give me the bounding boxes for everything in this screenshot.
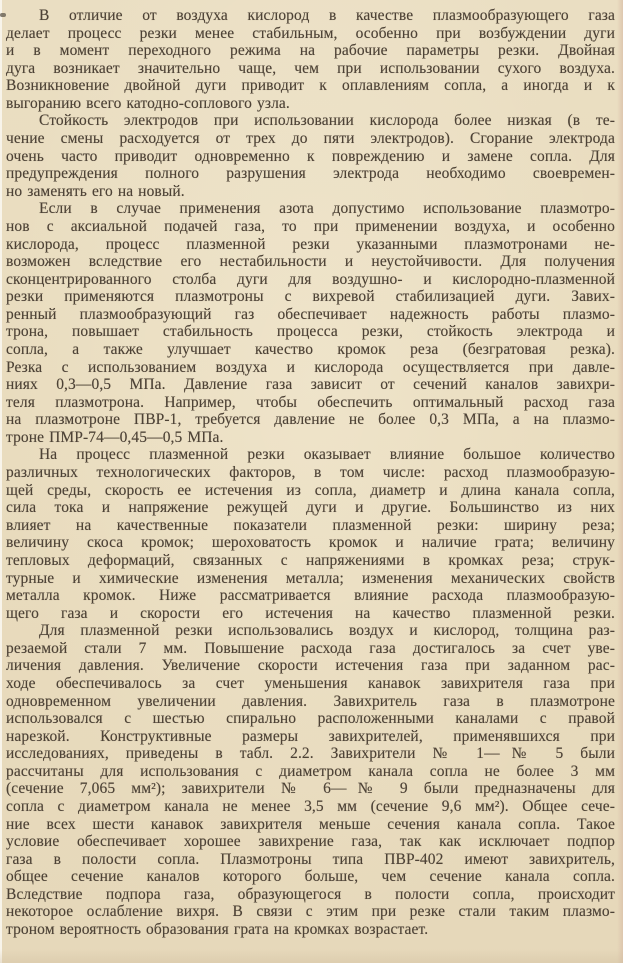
text-line: тепловых деформаций, связанных с напряжениями в кромках реза; струк- — [6, 551, 615, 569]
text-line: сопла, а также улучшает качество кромок реза (безгратовая резка). — [6, 340, 615, 358]
text-line: металла кромок. Ниже рассматривается влияние расхода плазмообразую- — [6, 587, 615, 605]
scan-edge-left — [0, 0, 2, 963]
scan-edge-bottom — [0, 949, 623, 963]
text-line: исследованиях, приведены в табл. 2.2. Завихрители № 1—№ 5 были — [6, 745, 615, 763]
text-line: предупреждения полного разрушения электрода необходимо своевремен- — [6, 165, 615, 183]
text-line: некоторое ослабление вихря. В связи с этим при резке стали таким плазмо- — [6, 903, 615, 921]
text-line: влияет на качественные показатели плазменной резки: ширину реза; — [6, 516, 615, 534]
text-line: Резка с использованием воздуха и кислорода осуществляется при давле- — [6, 358, 615, 376]
paragraph — [6, 200, 615, 446]
text-line: На процесс плазменной резки оказывает влияние большое количество — [39, 446, 615, 464]
text-line: рассчитаны для использования с диаметром канала сопла не более 3 мм — [6, 762, 615, 780]
text-line: Для плазменной резки использовались воздух и кислород, толщина раз- — [39, 622, 615, 640]
text-line: Вследствие подпора газа, образующегося в полости сопла, происходит — [6, 885, 615, 903]
text-line: возможен вследствие его нестабильности и неустойчивости. Для получения — [6, 253, 615, 271]
text-line: на плазмотроне ПВР-1, требуется давление не более 0,3 МПа, а на плазмо- — [6, 411, 615, 429]
text-line: и в момент переходного режима на рабочие параметры резки. Двойная — [6, 42, 615, 60]
text-line: щей среды, скорость ее истечения из сопла, диаметр и длина канала сопла, — [6, 481, 615, 499]
text-line: ниях 0,3—0,5 МПа. Давление газа зависит от сечений каналов завихри- — [6, 376, 615, 394]
text-line: турные и химические изменения металла; изменения механических свойств — [6, 569, 615, 587]
text-line: общее сечение каналов которого больше, чем сечение канала сопла. — [6, 868, 615, 886]
text-line: Стойкость электродов при использовании кислорода более низкая (в те- — [39, 112, 615, 130]
text-line: но заменять его на новый. — [6, 182, 185, 200]
paragraph — [6, 622, 615, 938]
text-line: выгоранию всего катодно-соплового узла. — [6, 94, 290, 112]
text-line: сконцентрированного столба дуги для воздушно- и кислородно-плазменной — [6, 270, 615, 288]
text-line: делает процесс резки менее стабильным, особенно при возбуждении дуги — [6, 24, 615, 42]
text-line: кислорода, процесс плазменной резки указанными плазмотронами не- — [6, 235, 615, 253]
text-line: нарезкой. Конструктивные размеры завихрителей, применявшихся при — [6, 727, 615, 745]
text-line: нов с аксиальной подачей газа, то при применении воздуха, и особенно — [6, 217, 615, 235]
scan-edge-right — [617, 0, 623, 963]
text-line: (сечение 7,065 мм²); завихрители № 6—№ 9 были предназначены для — [6, 780, 615, 798]
text-line: условие обеспечивает хорошее завихрение газа, так как исключает подпор — [6, 833, 615, 851]
text-line: ренный плазмообразующий газ обеспечивает надежность работы плазмо- — [6, 305, 615, 323]
body-text-block — [6, 7, 615, 939]
text-line: ходе обеспечивалось за счет уменьшения канавок завихрителя газа при — [6, 674, 615, 692]
text-line: газа в полости сопла. Плазмотроны типа ПВР-402 имеют завихритель, — [6, 850, 615, 868]
text-line: различных технологических факторов, в том числе: расход плазмообразую- — [6, 464, 615, 482]
paragraph — [6, 112, 615, 200]
text-line: чение смены расходуется от трех до пяти электродов). Сгорание электрода — [6, 130, 615, 148]
paragraph — [6, 446, 615, 622]
text-line: сила тока и напряжение режущей дуги и другие. Большинство из них — [6, 499, 615, 517]
text-line: В отличие от воздуха кислород в качестве плазмообразующего газа — [39, 7, 615, 24]
text-line: Возникновение двойной дуги приводит к оплавлениям сопла, а иногда и к — [6, 77, 615, 95]
paragraph — [6, 7, 615, 112]
text-line: щего газа и скорости его истечения на качество плазменной резки. — [6, 604, 615, 622]
text-line: величину скоса кромок; шероховатость кромок и наличие грата; величину — [6, 534, 615, 552]
text-line: одновременном увеличении давления. Завихритель газа в плазмотроне — [6, 692, 615, 710]
text-line: резки применяются плазмотроны с вихревой стабилизацией дуги. Завих- — [6, 288, 615, 306]
text-line: использовался с шестью спирально расположенными каналами с правой — [6, 710, 615, 728]
text-line: ние всех шести канавок завихрителя меньше сечения канала сопла. Такое — [6, 815, 615, 833]
text-line: сопла с диаметром канала не менее 3,5 мм (сечение 9,6 мм²). Общее сече- — [6, 798, 615, 816]
text-line: Если в случае применения азота допустимо использование плазмотро- — [39, 200, 615, 218]
text-line: теля плазмотрона. Например, чтобы обеспечить оптимальный расход газа — [6, 393, 615, 411]
text-line: дуга возникает значительно чаще, чем при использовании сухого воздуха. — [6, 59, 615, 77]
text-line: очень часто приводит одновременно к повреждению и замене сопла. Для — [6, 147, 615, 165]
text-line: личения давления. Увеличение скорости истечения газа при заданном рас- — [6, 657, 615, 675]
text-line: трона, повышает стабильность процесса резки, стойкость электрода и — [6, 323, 615, 341]
text-line: резаемой стали 7 мм. Повышение расхода газа достигалось за счет уве- — [6, 639, 615, 657]
text-line: троне ПМР-74—0,45—0,5 МПа. — [6, 428, 224, 446]
text-line: троном вероятность образования грата на кромках возрастает. — [6, 921, 429, 939]
